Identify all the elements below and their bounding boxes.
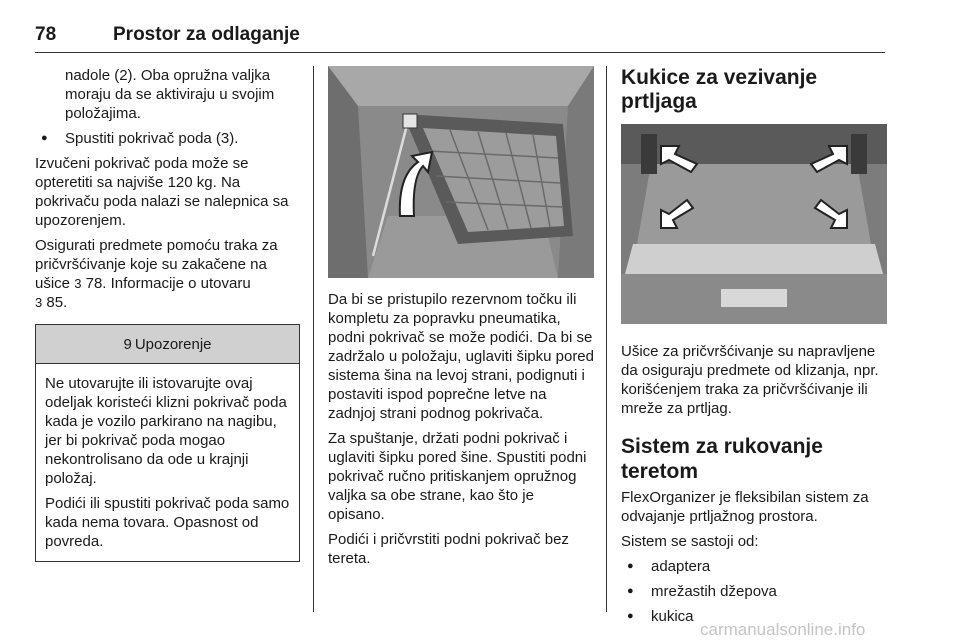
lashing-eyes-paragraph: Ušice za pričvršćivanje su napravljene da osiguraju predmete od klizanja, npr. korišćenjem traka za pričvršćivanje ili mreže za prtljag. <box>621 343 879 417</box>
warning-box <box>35 324 300 562</box>
list-item: ● kukica <box>621 607 887 626</box>
section-heading-load-management: Sistem za rukovanje teretom <box>621 435 823 483</box>
flexorganizer-paragraph: FlexOrganizer je fleksibilan sistem za odvajanje prtljažnog prostora. <box>621 489 869 525</box>
column-left <box>35 66 300 562</box>
page-header <box>35 18 885 53</box>
cross-reference[interactable]: 85. <box>42 294 68 311</box>
column-divider-2 <box>606 66 607 612</box>
access-paragraph: Da bi se pristupilo rezervnom točku ili kompletu za popravku pneumatika, podni pokrivač se može podići. Da bi se zadržalo u položaju, uglaviti šipku pored sistema šina na levoj strani, podignuti i postaviti ispod poprečne letve na zadnjoj strani podnog pokrivača. <box>328 291 594 422</box>
list-item: ● adaptera <box>621 557 887 576</box>
continued-step-text: nadole (2). Oba opružna valjka moraju da se aktiviraju u svojim položajima. <box>65 67 275 122</box>
luggage-hooks-illustration <box>621 124 887 324</box>
load-limit-paragraph: Izvučeni pokrivač poda može se opteretiti sa najviše 120 kg. Na pokrivaču poda nalazi se nalepnica sa upozorenjem. <box>35 155 289 229</box>
chapter-title: Prostor za odlaganje <box>113 24 300 45</box>
column-middle <box>328 66 594 574</box>
warning-text: Podići ili spustiti pokrivač poda samo kada nema tovara. Opasnost od povreda. <box>45 495 290 550</box>
page-ref-icon[interactable]: 3 <box>74 276 82 291</box>
warning-icon: 9 <box>123 335 132 353</box>
list-item: ● mrežastih džepova <box>621 582 887 601</box>
warning-title: Upozorenje <box>134 335 212 353</box>
warning-header <box>36 325 299 364</box>
section-heading-lashing-eyes: Kukice za vezivanje prtljaga <box>621 66 818 113</box>
page-number: 78 <box>35 24 57 45</box>
cross-reference[interactable]: 78. Informacije o utovaru <box>81 275 251 292</box>
watermark: carmanualsonline.info <box>700 620 866 639</box>
column-right <box>621 66 887 632</box>
page-ref-icon[interactable]: 3 <box>35 295 43 310</box>
bullet-step: ● Spustiti pokrivač poda (3). <box>35 129 300 148</box>
system-intro: Sistem se sastoji od: <box>621 533 759 550</box>
straps-paragraph: Osigurati predmete pomoću traka za pričvršćivanje koje su zakačene na ušice 3 78. Informacije o utovaru 3 85. <box>35 237 278 311</box>
column-divider-1 <box>313 66 314 612</box>
lowering-paragraph: Za spuštanje, držati podni pokrivač i uglaviti šipku pored šine. Spustiti podni pokrivač ručno pritiskanjem opružnog valjka sa obe strane, kao što je opisano. <box>328 430 587 523</box>
no-load-paragraph: Podići i pričvrstiti podni pokrivač bez tereta. <box>328 531 569 567</box>
warning-body <box>36 364 299 561</box>
warning-text: Ne utovarujte ili istovarujte ovaj odeljak koristeći klizni pokrivač poda kada je vozilo parkirano na nagibu, jer bi pokrivač poda mogao nekontrolisano da ode u krajnji položaj. <box>45 375 287 487</box>
floor-cover-illustration <box>328 66 594 278</box>
